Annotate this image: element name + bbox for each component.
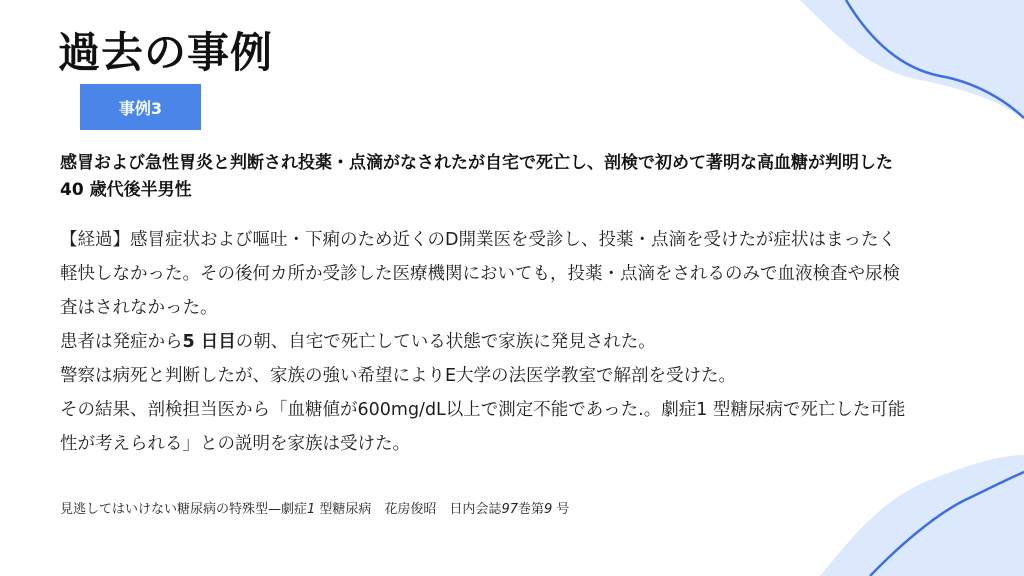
- body-paragraph-police: 警察は病死と判断したが、家族の強い希望によりE大学の法医学教室で解剖を受けた。: [60, 366, 737, 386]
- body-paragraph-course: 【経過】感冒症状および嘔吐・下痢のため近くのD開業医を受診し、投薬・点滴を受けたが症状はまったく軽快しなかった。その後何カ所か受診した医療機関においても，投薬・点滴をされるのみで血液検査や尿検査はされなかった。: [60, 230, 900, 318]
- body-paragraph-death: [60, 325, 910, 359]
- citation-text: 号: [552, 502, 570, 517]
- case-headline: 感冒および急性胃炎と判断され投薬・点滴がなされたが自宅で死亡し、剖検で初めて著明な高血糖が判明した40 歳代後半男性: [60, 153, 893, 200]
- body-text-segment: の朝、自宅で死亡している状態で家族に発見された。: [235, 332, 656, 352]
- body-paragraph-result: その結果、剖検担当医から「血糖値が600mg/dL以上で測定不能であった.。劇症1 型糖尿病で死亡した可能性が考えられる」との説明を家族は受けた。: [60, 400, 906, 454]
- bottom-right-curve: [870, 472, 1024, 576]
- citation-number: 1: [307, 502, 316, 517]
- top-right-blob: [800, 0, 1024, 120]
- page-title: 過去の事例: [58, 28, 274, 77]
- citation-text: 巻第: [517, 502, 544, 517]
- citation-text: 見逃してはいけない糖尿病の特殊型—劇症: [60, 502, 308, 517]
- case-body: [60, 223, 910, 461]
- citation-number: 97: [501, 502, 518, 517]
- case-badge: 事例3: [80, 84, 201, 130]
- top-right-curve: [846, 0, 1024, 118]
- source-citation: [60, 498, 569, 517]
- citation-number: 9: [544, 502, 553, 517]
- bottom-right-blob: [820, 455, 1024, 576]
- body-text-segment: 患者は発症から: [60, 332, 183, 352]
- body-emphasis-day: 5 日目: [182, 332, 236, 352]
- citation-text: 型糖尿病 花房俊昭 日内会誌: [315, 502, 502, 517]
